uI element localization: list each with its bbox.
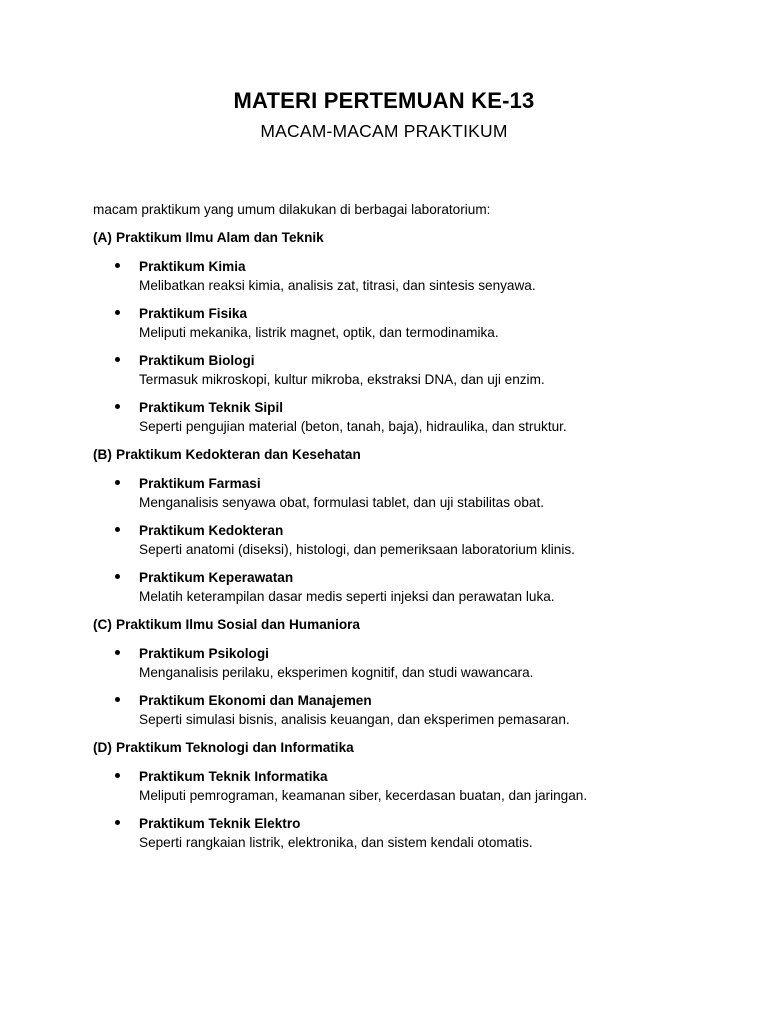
item-name: Praktikum Kedokteran [139, 523, 284, 538]
page-subtitle: MACAM-MACAM PRAKTIKUM [260, 121, 508, 141]
section-letter: (B) [93, 447, 112, 462]
item-description: Seperti rangkaian listrik, elektronika, dan sistem kendali otomatis. [139, 835, 533, 850]
list-item [93, 521, 713, 559]
item-description: Meliputi pemrograman, keamanan siber, kecerdasan buatan, dan jaringan. [139, 788, 588, 803]
list-item [93, 767, 713, 805]
section-a [93, 228, 713, 436]
item-description: Melibatkan reaksi kimia, analisis zat, titrasi, dan sintesis senyawa. [139, 278, 536, 293]
section-title: Praktikum Ilmu Alam dan Teknik [116, 230, 324, 245]
section-title: Praktikum Ilmu Sosial dan Humaniora [116, 617, 360, 632]
bullet-icon [115, 527, 120, 532]
item-description: Menganalisis senyawa obat, formulasi tablet, dan uji stabilitas obat. [139, 495, 545, 510]
item-description: Menganalisis perilaku, eksperimen kognitif, dan studi wawancara. [139, 665, 534, 680]
bullet-icon [115, 480, 120, 485]
item-description: Termasuk mikroskopi, kultur mikroba, ekstraksi DNA, dan uji enzim. [139, 372, 545, 387]
section-c [93, 615, 713, 729]
item-name: Praktikum Teknik Elektro [139, 816, 301, 831]
bullet-icon [115, 263, 120, 268]
item-description: Seperti anatomi (diseksi), histologi, dan pemeriksaan laboratorium klinis. [139, 542, 575, 557]
list-item [93, 351, 713, 389]
section-title: Praktikum Teknologi dan Informatika [116, 740, 354, 755]
item-description: Meliputi mekanika, listrik magnet, optik, dan termodinamika. [139, 325, 499, 340]
item-name: Praktikum Psikologi [139, 646, 269, 661]
section-b [93, 445, 713, 606]
document-body [93, 200, 713, 861]
list-item [93, 814, 713, 852]
list-item [93, 644, 713, 682]
page-title: MATERI PERTEMUAN KE-13 [233, 88, 535, 113]
section-letter: (C) [93, 617, 112, 632]
list-item [93, 398, 713, 436]
bullet-icon [115, 650, 120, 655]
bullet-icon [115, 404, 120, 409]
list-item [93, 691, 713, 729]
section-letter: (D) [93, 740, 112, 755]
item-description: Seperti pengujian material (beton, tanah, baja), hidraulika, dan struktur. [139, 419, 567, 434]
list-item [93, 568, 713, 606]
section-d [93, 738, 713, 852]
section-heading [93, 445, 713, 465]
item-description: Melatih keterampilan dasar medis seperti injeksi dan perawatan luka. [139, 589, 555, 604]
item-name: Praktikum Farmasi [139, 476, 261, 491]
item-name: Praktikum Fisika [139, 306, 248, 321]
bullet-icon [115, 574, 120, 579]
section-heading [93, 738, 713, 758]
item-name: Praktikum Ekonomi dan Manajemen [139, 693, 372, 708]
item-name: Praktikum Keperawatan [139, 570, 294, 585]
section-title: Praktikum Kedokteran dan Kesehatan [116, 447, 361, 462]
item-description: Seperti simulasi bisnis, analisis keuangan, dan eksperimen pemasaran. [139, 712, 570, 727]
item-name: Praktikum Teknik Informatika [139, 769, 328, 784]
section-heading [93, 228, 713, 248]
bullet-icon [115, 820, 120, 825]
list-item [93, 474, 713, 512]
item-name: Praktikum Teknik Sipil [139, 400, 284, 415]
bullet-icon [115, 357, 120, 362]
item-name: Praktikum Kimia [139, 259, 246, 274]
bullet-icon [115, 697, 120, 702]
item-name: Praktikum Biologi [139, 353, 255, 368]
bullet-icon [115, 773, 120, 778]
bullet-icon [115, 310, 120, 315]
list-item [93, 304, 713, 342]
list-item [93, 257, 713, 295]
intro-text: macam praktikum yang umum dilakukan di berbagai laboratorium: [93, 202, 491, 217]
section-heading [93, 615, 713, 635]
section-letter: (A) [93, 230, 112, 245]
